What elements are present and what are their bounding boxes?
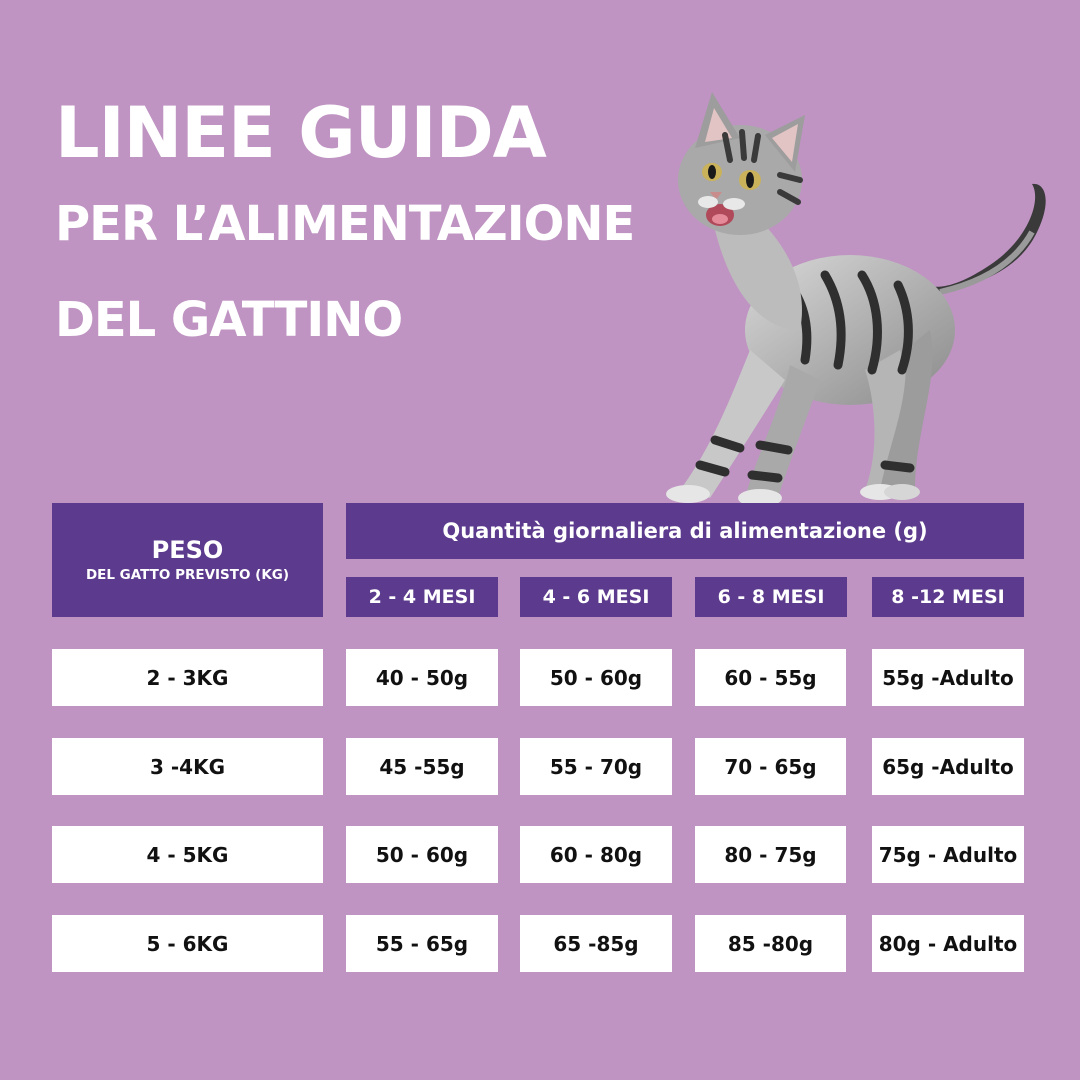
- quantity-cell: 55 - 65g: [346, 915, 498, 972]
- quantity-cell: 65g -Adulto: [872, 738, 1024, 795]
- kitten-image: [640, 80, 1080, 520]
- quantity-cell: 50 - 60g: [520, 649, 672, 706]
- title-line-1: LINEE GUIDA: [55, 92, 546, 174]
- weight-cell: 2 - 3KG: [52, 649, 323, 706]
- weight-header-subtitle: DEL GATTO PREVISTO (KG): [85, 567, 290, 583]
- age-header-8-12: 8 -12 MESI: [872, 577, 1024, 617]
- weight-cell: 5 - 6KG: [52, 915, 323, 972]
- daily-quantity-header: Quantità giornaliera di alimentazione (g): [346, 503, 1024, 559]
- quantity-cell: 60 - 55g: [695, 649, 846, 706]
- quantity-cell: 80 - 75g: [695, 826, 846, 883]
- weight-header-title: PESO: [151, 536, 224, 564]
- quantity-cell: 40 - 50g: [346, 649, 498, 706]
- quantity-cell: 60 - 80g: [520, 826, 672, 883]
- quantity-cell: 55g -Adulto: [872, 649, 1024, 706]
- weight-cell: 4 - 5KG: [52, 826, 323, 883]
- title-line-2: PER L’ALIMENTAZIONE: [55, 196, 635, 252]
- age-header-6-8: 6 - 8 MESI: [695, 577, 847, 617]
- quantity-cell: 55 - 70g: [520, 738, 672, 795]
- quantity-cell: 70 - 65g: [695, 738, 846, 795]
- quantity-cell: 50 - 60g: [346, 826, 498, 883]
- quantity-cell: 85 -80g: [695, 915, 846, 972]
- quantity-cell: 45 -55g: [346, 738, 498, 795]
- quantity-cell: 80g - Adulto: [872, 915, 1024, 972]
- quantity-cell: 65 -85g: [520, 915, 672, 972]
- weight-column-header: [52, 503, 323, 617]
- weight-cell: 3 -4KG: [52, 738, 323, 795]
- title-line-3: DEL GATTINO: [55, 292, 403, 348]
- age-header-2-4: 2 - 4 MESI: [346, 577, 498, 617]
- age-header-4-6: 4 - 6 MESI: [520, 577, 672, 617]
- quantity-cell: 75g - Adulto: [872, 826, 1024, 883]
